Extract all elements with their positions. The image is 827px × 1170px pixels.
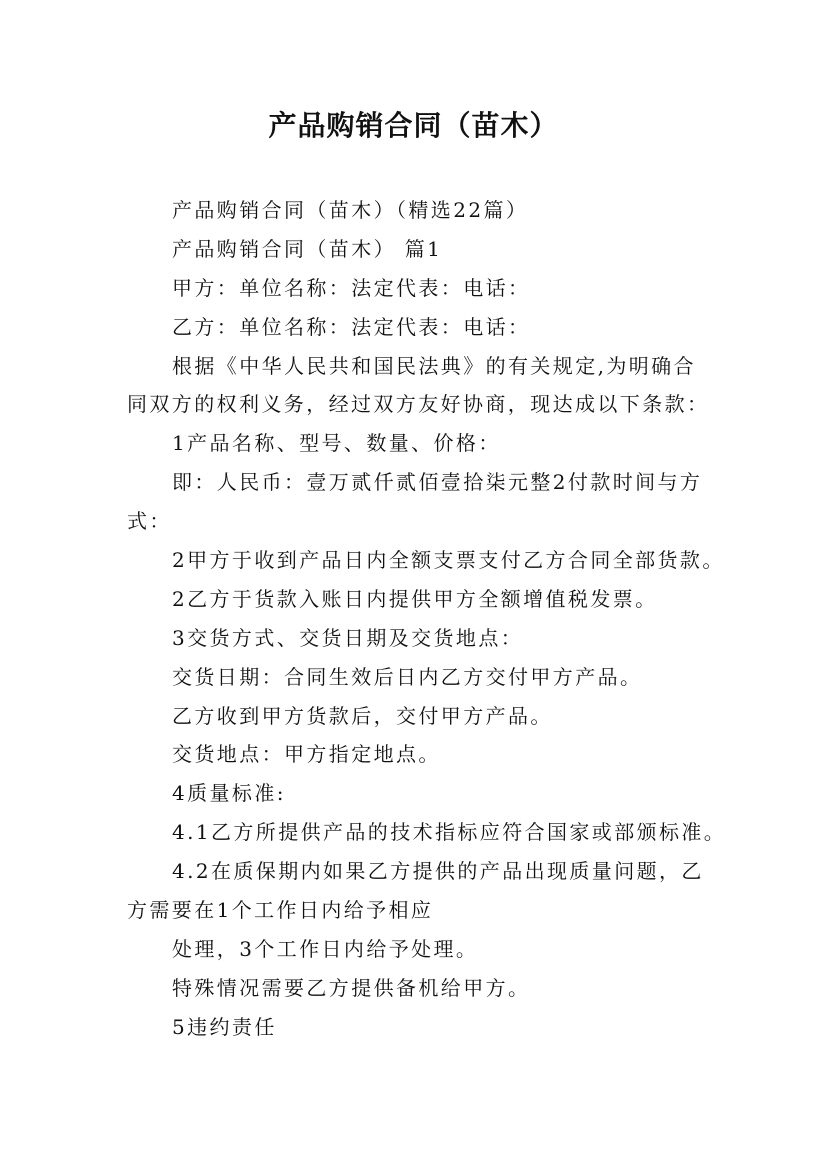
paragraph-line: 特殊情况需要乙方提供备机给甲方。 — [172, 975, 531, 1000]
paragraph-heading-collection — [0, 191, 827, 230]
paragraph-clause-1 — [0, 424, 827, 463]
paragraph-line: 3交货方式、交货日期及交货地点： — [172, 625, 524, 650]
paragraph-preamble — [0, 347, 827, 425]
paragraph-line: 交货地点：甲方指定地点。 — [172, 742, 441, 767]
paragraph-special-case — [0, 969, 827, 1008]
paragraph-line: 根据《中华人民共和国民法典》的有关规定,为明确合 — [172, 353, 696, 378]
paragraph-line: 4质量标准: — [172, 781, 286, 806]
paragraph-amount — [0, 463, 827, 541]
paragraph-party-b — [0, 308, 827, 347]
paragraph-line: 交货日期：合同生效后日内乙方交付甲方产品。 — [172, 664, 643, 689]
document-title: 产品购销合同（苗木） — [268, 109, 559, 142]
paragraph-line: 5违约责任 — [172, 1014, 277, 1039]
paragraph-payment-a — [0, 541, 827, 580]
paragraph-line: 乙方：单位名称：法定代表：电话： — [172, 314, 531, 339]
paragraph-line: 式： — [127, 509, 172, 534]
paragraph-clause-4-2 — [0, 852, 827, 930]
document-body — [0, 191, 827, 1047]
paragraph-heading-article — [0, 230, 827, 269]
paragraph-clause-3 — [0, 619, 827, 658]
paragraph-clause-5 — [0, 1008, 827, 1047]
paragraph-payment-b — [0, 580, 827, 619]
paragraph-delivery-condition — [0, 697, 827, 736]
paragraph-line: 同双方的权利义务，经过双方友好协商，现达成以下条款： — [127, 392, 710, 417]
paragraph-delivery-date — [0, 658, 827, 697]
paragraph-clause-4-1 — [0, 813, 827, 852]
paragraph-line: 方需要在1个工作日内给予相应 — [127, 898, 434, 923]
paragraph-handling — [0, 930, 827, 969]
paragraph-party-a — [0, 269, 827, 308]
paragraph-line: 产品购销合同（苗木） 篇1 — [172, 236, 443, 261]
paragraph-line: 2甲方于收到产品日内全额支票支付乙方合同全部货款。 — [172, 548, 725, 573]
paragraph-line: 2乙方于货款入账日内提供甲方全额增值税发票。 — [172, 586, 658, 611]
paragraph-line: 即：人民币：壹万贰仟贰佰壹拾柒元整2付款时间与方 — [172, 470, 703, 495]
paragraph-line: 处理，3个工作日内给予处理。 — [172, 936, 479, 961]
paragraph-line: 产品购销合同（苗木）（精选22篇） — [172, 198, 529, 222]
paragraph-line: 1产品名称、型号、数量、价格： — [172, 431, 501, 456]
paragraph-clause-4 — [0, 774, 827, 813]
paragraph-line: 甲方：单位名称：法定代表：电话： — [172, 275, 531, 300]
paragraph-line: 乙方收到甲方货款后，交付甲方产品。 — [172, 703, 553, 728]
paragraph-line: 4.1乙方所提供产品的技术指标应符合国家或部颁标准。 — [172, 820, 727, 845]
paragraph-delivery-place — [0, 735, 827, 774]
paragraph-line: 4.2在质保期内如果乙方提供的产品出现质量问题，乙 — [172, 859, 704, 884]
